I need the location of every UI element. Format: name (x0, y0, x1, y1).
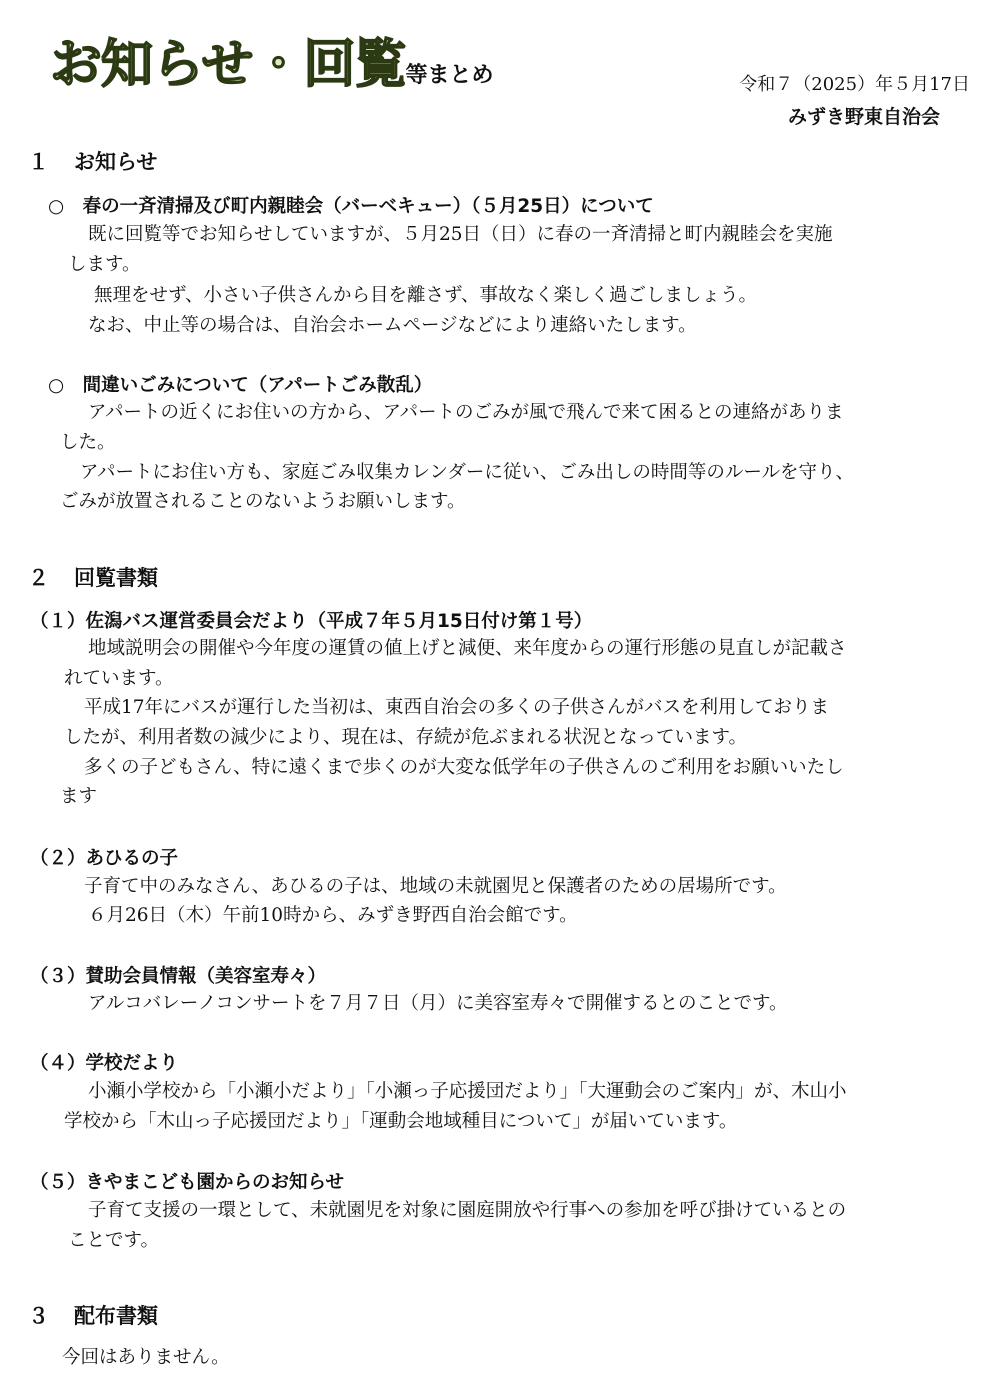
section-title: お知らせ (74, 150, 158, 174)
circular-kindergarten-heading: （５）きやまこども園からのお知らせ (30, 1172, 344, 1193)
paragraph-line: 既に回覧等でお知らせしていますが、５月25日（日）に春の一斉清掃と町内親睦会を実施 (88, 224, 833, 245)
section-1-heading (28, 146, 157, 176)
paragraph-line: 平成17年にバスが運行した当初は、東西自治会の多くの子供さんがバスを利用しておりま (84, 697, 830, 718)
paragraph-line: 子育て中のみなさん、あひるの子は、地域の未就園児と保護者のための居場所です。 (84, 876, 787, 897)
paragraph-line: 無理をせず、小さい子供さんから目を離さず、事故なく楽しく過ごしましょう。 (94, 285, 758, 306)
paragraph-line: ことです。 (68, 1230, 160, 1251)
section-title: 配布書類 (74, 1304, 158, 1328)
paragraph-line: ます (60, 786, 98, 807)
paragraph-line: 学校から「木山っ子応援団だより」「運動会地域種目について」が届いています。 (64, 1111, 738, 1132)
paragraph-line: アルコバレーノコンサートを７月７日（月）に美容室寿々で開催するとのことです。 (88, 993, 788, 1014)
paragraph-line: 多くの子どもさん、特に遠くまで歩くのが大変な低学年の子供さんのご利用をお願いいたし (84, 757, 844, 778)
section-number: ２ (28, 566, 49, 590)
section-title: 回覧書類 (74, 566, 158, 590)
section-number: ３ (28, 1304, 49, 1328)
paragraph-line: ごみが放置されることのないようお願いします。 (60, 491, 466, 512)
paragraph-line: します。 (68, 254, 141, 275)
circular-ahiru-heading: （２）あひるの子 (30, 848, 179, 869)
circular-sponsor-heading: （３）賛助会員情報（美容室寿々） (30, 966, 327, 987)
document-title (50, 22, 493, 97)
title-sub: 等まとめ (405, 63, 494, 88)
paragraph-line: アパートにお住い方も、家庭ごみ収集カレンダーに従い、ごみ出しの時間等のルールを守り、 (80, 462, 854, 483)
paragraph-line: 子育て支援の一環として、未就園児を対象に園庭開放や行事への参加を呼び掛けているとの (88, 1200, 847, 1221)
issue-date: 令和７（2025）年５月17日 (739, 74, 970, 95)
paragraph-line: 地域説明会の開催や今年度の運賃の値上げと減便、来年度からの運行形態の見直しが記載さ (88, 638, 847, 659)
title-main: お知らせ・回覧 (50, 35, 406, 95)
paragraph-line: アパートの近くにお住いの方から、アパートのごみが風で飛んで来て困るとの連絡がありま (88, 402, 844, 423)
circular-school-heading: （４）学校だより (30, 1053, 179, 1074)
paragraph-line: 今回はありません。 (62, 1347, 230, 1368)
paragraph-line: 小瀬小学校から「小瀬小だより」「小瀬っ子応援団だより」「大運動会のご案内」が、木山小 (88, 1081, 847, 1102)
section-number: １ (28, 150, 49, 174)
paragraph-line: れています。 (64, 668, 174, 689)
paragraph-line: ６月26日（木）午前10時から、みずき野西自治会館です。 (88, 905, 578, 926)
notice-cleanup-heading: ○ 春の一斉清掃及び町内親睦会（バーベキュー）（５月25日）について (48, 196, 654, 217)
section-3-heading (28, 1300, 158, 1330)
paragraph-line: した。 (60, 432, 116, 453)
section-2-heading (28, 562, 158, 592)
paragraph-line: したが、利用者数の減少により、現在は、存続が危ぶまれる状況となっています。 (64, 727, 748, 748)
notice-garbage-heading: ○ 間違いごみについて（アパートごみ散乱） (48, 375, 433, 396)
organization-name: みずき野東自治会 (787, 106, 940, 128)
paragraph-line: なお、中止等の場合は、自治会ホームページなどにより連絡いたします。 (88, 315, 697, 336)
circular-bus-heading: （１）佐潟バス運営委員会だより（平成７年５月15日付け第１号） (30, 611, 593, 632)
